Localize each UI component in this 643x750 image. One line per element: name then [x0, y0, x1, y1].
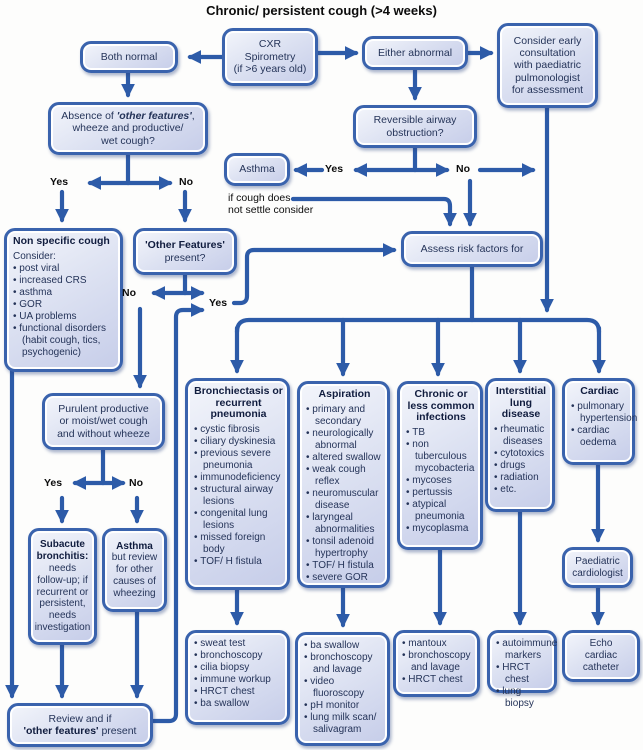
node-echo-cardiac-catheter — [562, 630, 640, 682]
list-item: • HRCT chest — [194, 686, 283, 698]
node-text: Review and if — [48, 712, 112, 725]
node-bronchiectasis-column — [185, 378, 290, 590]
list-item: • post viral — [13, 263, 116, 275]
node-text: Assess risk factors for — [420, 242, 524, 255]
list-item: • primary and secondary — [306, 404, 383, 428]
list-item: • congenital lung lesions — [194, 508, 283, 532]
node-either-abnormal — [362, 36, 468, 70]
node-text: , — [191, 109, 195, 122]
label-no: No — [179, 176, 193, 188]
node-text: wet cough? — [101, 134, 155, 147]
node-text — [24, 725, 137, 737]
node-paediatric-cardiologist — [562, 547, 633, 588]
node-heading: Cardiac — [580, 385, 619, 397]
node-chronic-infections-column — [397, 381, 483, 550]
list-item: • tonsil adenoid hypertrophy — [306, 536, 383, 560]
node-assess-risk-factors — [401, 231, 543, 267]
list-item: • neurologically abnormal — [306, 428, 383, 452]
node-consider-early-consultation — [497, 23, 598, 108]
node-text: wheeze and productive/ — [72, 122, 184, 135]
list-item: • non tuberculous mycobacteria — [406, 439, 476, 475]
list-item: • bronchoscopy and lavage — [304, 652, 383, 676]
list-item: • laryngeal abnormalities — [306, 512, 383, 536]
list-item: • mycoplasma — [406, 523, 476, 535]
list-item: • mantoux — [402, 638, 473, 650]
node-aspiration-column — [297, 381, 390, 588]
node-text: Absence of — [61, 109, 117, 122]
node-non-specific-cough — [4, 228, 123, 372]
list-item: • sweat test — [194, 638, 283, 650]
list-item: • bronchoscopy and lavage — [402, 650, 473, 674]
list-item: • HRCT chest — [402, 674, 473, 686]
node-text: catheter — [582, 661, 620, 673]
list-item: • atypical pneumonia — [406, 499, 476, 523]
node-text: Echo — [589, 638, 613, 650]
node-heading: Subacute bronchitis: — [36, 539, 89, 563]
node-both-normal — [80, 41, 178, 73]
list-item: • lung biopsy — [496, 686, 550, 710]
list-item: • autoimmune markers — [496, 638, 550, 662]
node-text: present — [98, 725, 137, 737]
list-item: • weak cough reflex — [306, 464, 383, 488]
list-item: • missed foreign body — [194, 532, 283, 556]
node-text: but review for other causes of wheezing — [111, 552, 158, 599]
list-item: • radiation — [494, 472, 548, 484]
list-item: • HRCT chest — [496, 662, 550, 686]
node-bullet-list — [306, 404, 383, 584]
node-text: Either abnormal — [377, 46, 453, 59]
node-text: CXR — [258, 38, 282, 51]
node-text: Consider early — [513, 34, 582, 47]
list-item: • cystic fibrosis — [194, 424, 283, 436]
list-item: • neuromuscular disease — [306, 488, 383, 512]
node-text: Spirometry — [244, 50, 296, 63]
node-text: cardiac — [584, 650, 618, 662]
node-review-other-features — [7, 703, 153, 747]
label-yes: Yes — [50, 176, 69, 188]
node-heading: Bronchiectasis or recurrent pneumonia — [194, 385, 283, 421]
node-bullet-list — [571, 400, 638, 449]
label-yes: Yes — [209, 297, 228, 309]
node-text: obstruction? — [386, 126, 444, 139]
node-other-features-present — [133, 228, 237, 275]
list-item: • increased CRS — [13, 275, 116, 287]
node-purulent-productive-cough — [42, 393, 165, 450]
list-item: • TOF/ H fistula — [194, 556, 283, 568]
label-no: No — [456, 163, 470, 175]
list-item: • cytotoxics — [494, 448, 548, 460]
node-bullet-list — [406, 427, 476, 535]
node-absence-other-features — [48, 102, 208, 155]
label-if-cough-note — [228, 192, 313, 216]
label-no: No — [122, 287, 136, 299]
list-item: • ba swallow — [194, 698, 283, 710]
page-title: Chronic/ persistent cough (>4 weeks) — [206, 3, 437, 18]
node-interstitial-lung-column — [485, 378, 555, 512]
node-text: Paediatric — [575, 555, 620, 567]
node-cardiac-column — [562, 378, 638, 465]
node-cxr-spirometry — [222, 28, 318, 86]
list-item: • ba swallow — [304, 640, 383, 652]
list-item: • etc. — [494, 484, 548, 496]
node-tests-infections — [393, 630, 480, 697]
list-item: • structural airway lesions — [194, 484, 283, 508]
label-yes: Yes — [325, 163, 344, 175]
node-bullet-list — [402, 638, 473, 686]
label-text: if cough does — [228, 192, 291, 204]
node-text-emphasis: 'other features' — [23, 725, 99, 737]
list-item: • asthma — [13, 287, 116, 299]
node-heading: Aspiration — [318, 388, 371, 400]
list-item: • functional disorders (habit cough, tics, psychogenic) — [13, 323, 116, 359]
list-item: • cilia biopsy — [194, 662, 283, 674]
node-text: Purulent productive — [58, 402, 149, 415]
list-item: • drugs — [494, 460, 548, 472]
list-item: • rheumatic diseases — [494, 424, 548, 448]
list-item: • immune workup — [194, 674, 283, 686]
node-bullet-list — [304, 640, 383, 736]
node-bullet-list — [13, 263, 116, 359]
node-text: for assessment — [511, 84, 584, 97]
list-item: • pertussis — [406, 487, 476, 499]
list-item: • cardiac oedema — [571, 425, 628, 449]
node-text: with paediatric — [513, 59, 582, 72]
list-item: • bronchoscopy — [194, 650, 283, 662]
list-item: • lung milk scan/ salivagram — [304, 712, 383, 736]
node-text: present? — [164, 251, 206, 264]
node-bullet-list — [194, 424, 283, 568]
node-tests-aspiration — [295, 632, 390, 746]
node-tests-bronchiectasis — [185, 630, 290, 725]
label-no: No — [129, 477, 143, 489]
node-text: or moist/wet cough — [59, 415, 148, 428]
list-item: • pulmonary hypertension — [571, 401, 628, 425]
node-bullet-list — [194, 638, 283, 710]
node-text: needs follow-up; if recurrent or persistent, needs investigation — [34, 562, 91, 633]
node-tests-interstitial — [487, 630, 558, 709]
node-heading: Asthma — [116, 540, 153, 552]
node-bullet-list — [496, 638, 558, 710]
list-item: • ciliary dyskinesia — [194, 436, 283, 448]
list-item: • mycoses — [406, 475, 476, 487]
list-item: • severe GOR — [306, 572, 383, 584]
node-heading: Chronic or less common infections — [407, 388, 475, 424]
list-item: • immunodeficiency — [194, 472, 283, 484]
node-heading: 'Other Features' — [145, 239, 225, 252]
node-subacute-bronchitis — [28, 528, 97, 645]
list-item: • TB — [406, 427, 476, 439]
node-text: Asthma — [239, 163, 275, 176]
node-heading: Interstitial lung disease — [495, 385, 547, 421]
node-asthma-review-wheezing — [102, 528, 167, 612]
node-text: cardiologist — [572, 567, 623, 579]
node-text: Consider: — [13, 250, 56, 262]
list-item: • pH monitor — [304, 700, 383, 712]
label-yes: Yes — [44, 477, 63, 489]
label-text: not settle consider — [228, 204, 314, 217]
node-text: Reversible airway — [373, 114, 457, 127]
node-reversible-airway-obstruction — [353, 105, 477, 148]
node-bullet-list — [494, 424, 548, 496]
node-text: consultation — [519, 46, 576, 59]
node-heading: Non specific cough — [13, 235, 110, 247]
list-item: • UA problems — [13, 311, 116, 323]
list-item: • TOF/ H fistula — [306, 560, 383, 572]
list-item: • previous severe pneumonia — [194, 448, 283, 472]
list-item: • altered swallow — [306, 452, 383, 464]
node-text: (if >6 years old) — [233, 63, 307, 76]
node-text: and without wheeze — [57, 427, 150, 440]
node-text — [61, 110, 194, 122]
node-text: Both normal — [100, 50, 158, 63]
node-text: pulmonologist — [515, 71, 580, 84]
list-item: • video fluoroscopy — [304, 676, 383, 700]
node-text-emphasis: 'other features' — [116, 109, 192, 122]
list-item: • GOR — [13, 299, 116, 311]
node-asthma — [224, 153, 290, 186]
